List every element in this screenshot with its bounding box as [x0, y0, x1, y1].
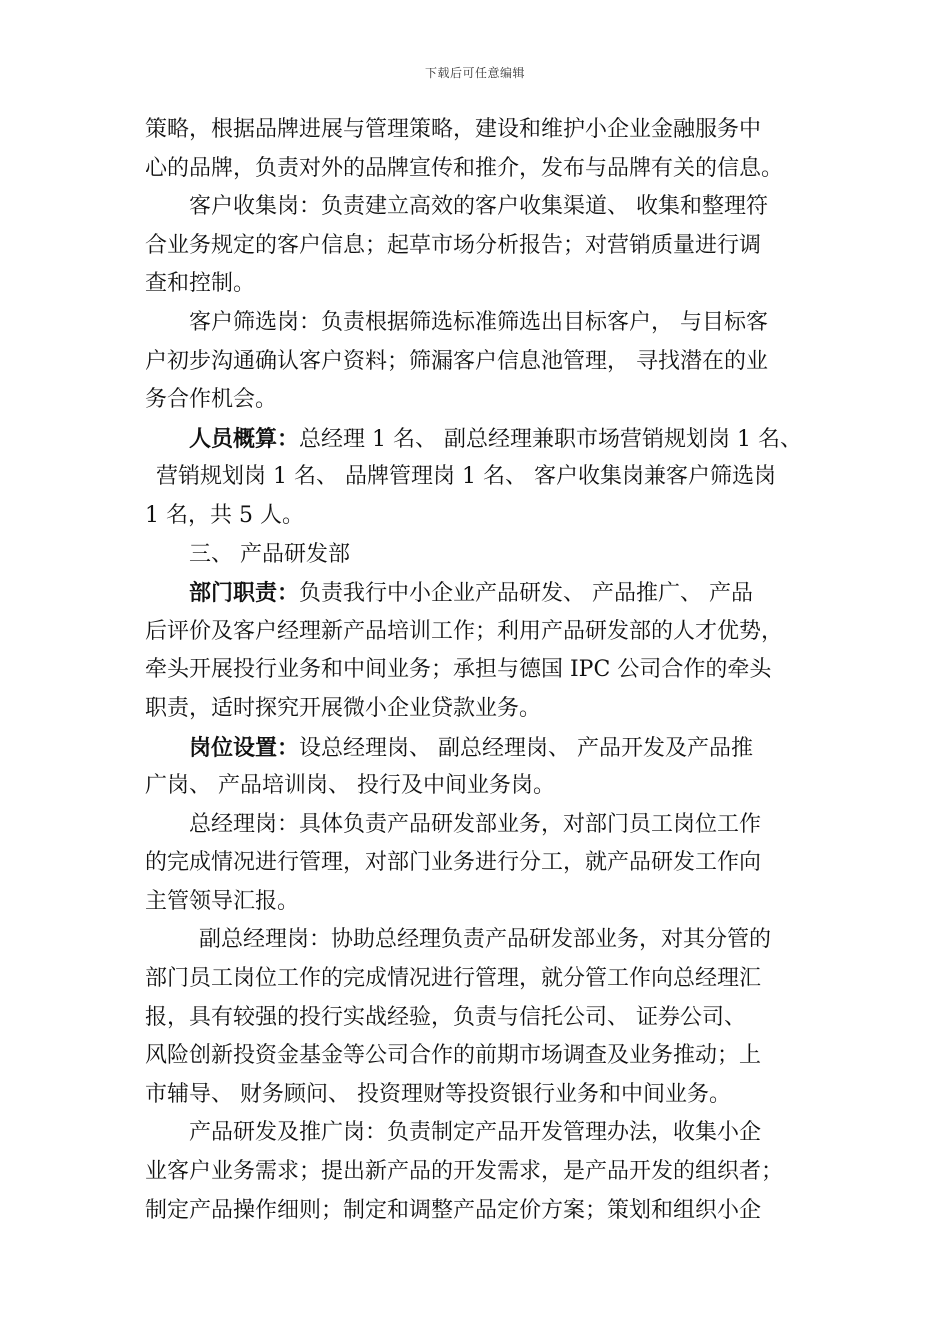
text-line: 总经理岗：具体负责产品研发部业务，对部门员工岗位工作 — [189, 811, 762, 837]
text-line: 产品研发及推广岗：负责制定产品开发管理办法，收集小企 — [189, 1120, 762, 1146]
page-header: 下载后可任意编辑 — [424, 66, 525, 80]
text-line: 心的品牌，负责对外的品牌宣传和推介，发布与品牌有关的信息。 — [145, 155, 784, 181]
text-line: 1 名，共 5 人。 — [145, 502, 304, 528]
text-span: 设总经理岗、 副总经理岗、 产品开发及产品推 — [299, 735, 754, 761]
section-label: 人员概算： — [189, 425, 300, 452]
section-heading: 三、 产品研发部 — [189, 541, 350, 567]
text-span: 总经理 1 名、 副总经理兼职市场营销规划岗 1 名、 — [299, 426, 802, 452]
text-line: 部门员工岗位工作的完成情况进行管理，就分管工作向总经理汇 — [145, 966, 762, 992]
text-line — [145, 574, 813, 613]
text-line: 营销规划岗 1 名、 品牌管理岗 1 名、 客户收集岗兼客户筛选岗 — [156, 464, 776, 490]
text-line: 查和控制。 — [145, 271, 256, 297]
text-line: 市辅导、 财务顾问、 投资理财等投资银行业务和中间业务。 — [145, 1081, 731, 1107]
text-line: 户初步沟通确认客户资料；筛漏客户信息池管理， 寻找潜在的业 — [145, 348, 768, 374]
text-line: 业客户业务需求；提出新产品的开发需求，是产品开发的组织者； — [145, 1159, 784, 1185]
text-line — [145, 729, 813, 768]
document-body — [145, 111, 813, 1230]
text-line: 副总经理岗：协助总经理负责产品研发部业务，对其分管的 — [199, 927, 772, 953]
section-label: 岗位设置： — [189, 734, 300, 761]
text-line: 后评价及客户经理新产品培训工作；利用产品研发部的人才优势， — [145, 618, 784, 644]
text-line: 策略，根据品牌进展与管理策略，建设和维护小企业金融服务中 — [145, 117, 762, 142]
text-line: 制定产品操作细则；制定和调整产品定价方案；策划和组织小企 — [145, 1197, 762, 1223]
text-line: 务合作机会。 — [145, 387, 278, 413]
text-span: 负责我行中小企业产品研发、 产品推广、 产品 — [299, 581, 754, 607]
text-line: 客户筛选岗：负责根据筛选标准筛选出目标客户， 与目标客 — [189, 309, 768, 335]
text-line: 职责，适时探究开展微小企业贷款业务。 — [145, 695, 542, 721]
text-line: 的完成情况进行管理，对部门业务进行分工，就产品研发工作向 — [145, 850, 762, 876]
text-line: 牵头开展投行业务和中间业务；承担与德国 IPC 公司合作的牵头 — [145, 657, 772, 683]
text-line: 报，具有较强的投行实战经验，负责与信托公司、 证券公司、 — [145, 1004, 746, 1030]
text-line: 广岗、 产品培训岗、 投行及中间业务岗。 — [145, 773, 555, 799]
text-line: 客户收集岗：负责建立高效的客户收集渠道、 收集和整理符 — [189, 194, 768, 220]
text-line: 合业务规定的客户信息；起草市场分析报告；对营销质量进行调 — [145, 232, 762, 258]
text-line: 主管领导汇报。 — [145, 888, 300, 914]
text-line: 风险创新投资金基金等公司合作的前期市场调查及业务推动；上 — [145, 1043, 762, 1069]
text-line — [145, 420, 813, 459]
section-label: 部门职责： — [189, 580, 300, 607]
